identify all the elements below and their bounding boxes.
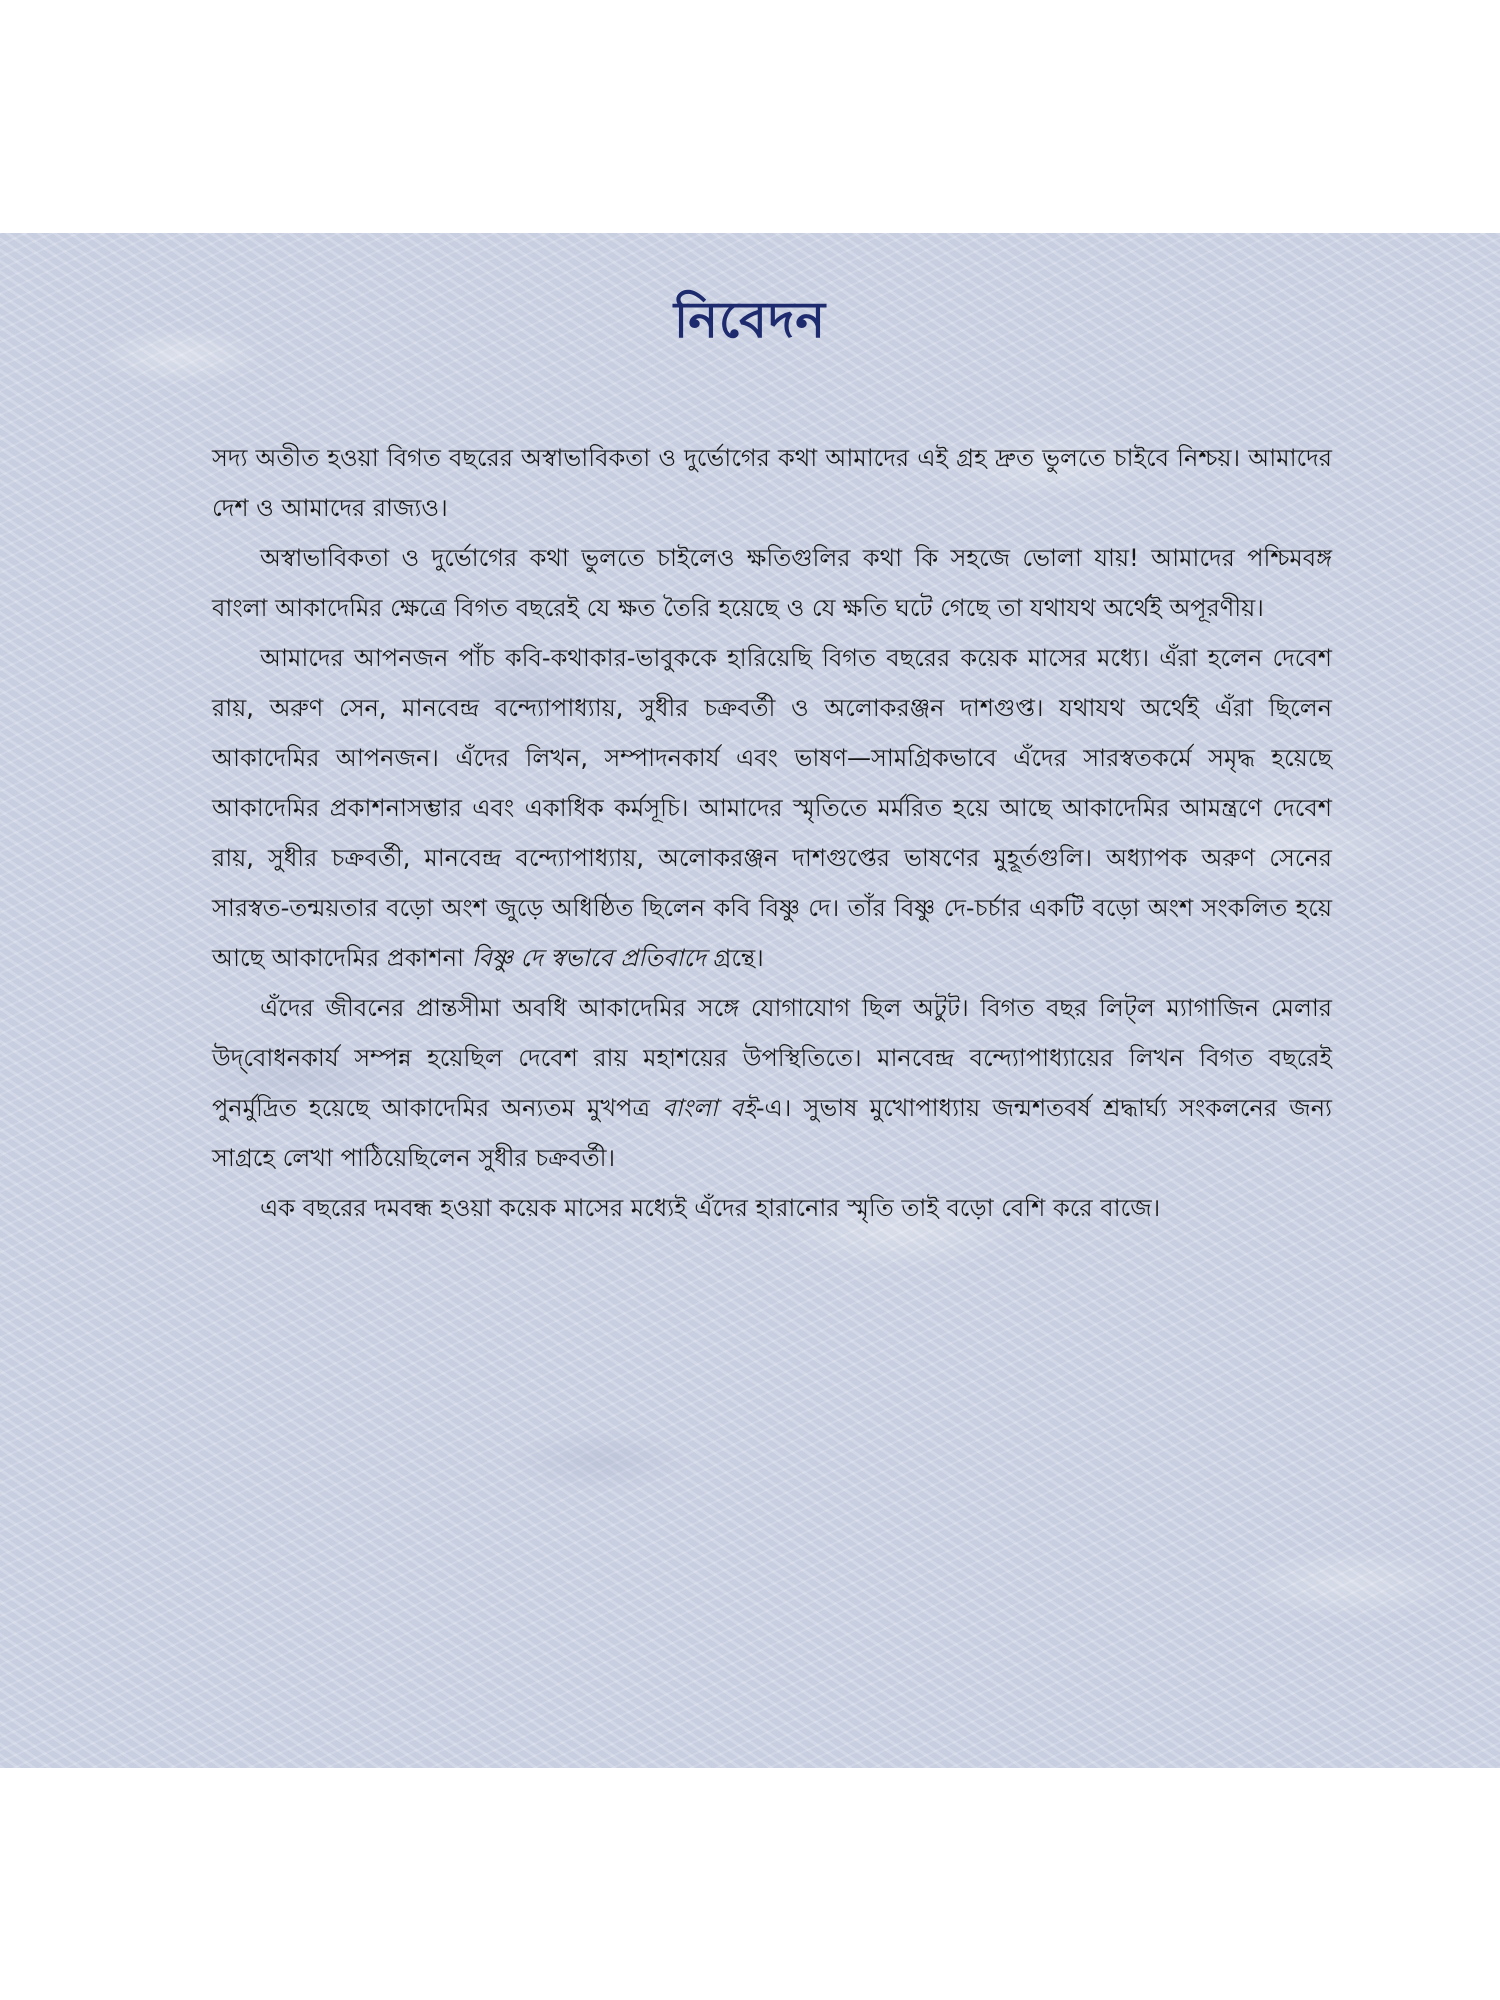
journal-title-italic: বাংলা বই [662, 1094, 756, 1122]
paragraph-1: সদ্য অতীত হওয়া বিগত বছরের অস্বাভাবিকতা ও দুর্ভোগের কথা আমাদের এই গ্রহ দ্রুত ভুলতে চাইবে নিশ্চয়। আমাদের দেশ ও আমাদের রাজ্যও। [212, 444, 1332, 522]
paper-background [0, 233, 1500, 1768]
page-title: নিবেদন [673, 291, 827, 349]
book-title-italic: বিষ্ণু দে স্বভাবে প্রতিবাদে [471, 944, 706, 972]
paragraph-2: অস্বাভাবিকতা ও দুর্ভোগের কথা ভুলতে চাইলেও ক্ষতিগুলির কথা কি সহজে ভোলা যায়! আমাদের পশ্চিমবঙ্গ বাংলা আকাদেমির ক্ষেত্রে বিগত বছরেই যে ক্ষত তৈরি হয়েছে ও যে ক্ষতি ঘটে গেছে তা যথাযথ অর্থেই অপূরণীয়। [212, 544, 1332, 622]
paragraph-4-text: এঁদের জীবনের প্রান্তসীমা অবধি আকাদেমির সঙ্গে যোগাযোগ ছিল অটুট। বিগত বছর লিট্‌ল ম্যাগাজিন মেলার উদ্‌বোধনকার্য সম্পন্ন হয়েছিল দেবেশ রায় মহাশয়ের উপস্থিতিতে। মানবেন্দ্র বন্দ্যোপাধ্যায়ের লিখন বিগত বছরেই পুনর্মুদ্রিত হয়েছে আকাদেমির অন্যতম মুখপত্র [212, 994, 1332, 1122]
paragraph-5: এক বছরের দমবন্ধ হওয়া কয়েক মাসের মধ্যেই এঁদের হারানোর স্মৃতি তাই বড়ো বেশি করে বাজে। [260, 1194, 1161, 1222]
paragraph-3-end: গ্রন্থে। [705, 944, 764, 972]
paragraph-3-text: আমাদের আপনজন পাঁচ কবি-কথাকার-ভাবুককে হারিয়েছি বিগত বছরের কয়েক মাসের মধ্যে। এঁরা হলেন দেবেশ রায়, অরুণ সেন, মানবেন্দ্র বন্দ্যোপাধ্যায়, সুধীর চক্রবর্তী ও অলোকরঞ্জন দাশগুপ্ত। যথাযথ অর্থেই এঁরা ছিলেন আকাদেমির আপনজন। এঁদের লিখন, সম্পাদনকার্য এবং ভাষণ—সামগ্রিকভাবে এঁদের সারস্বতকর্মে সমৃদ্ধ হয়েছে আকাদেমির প্রকাশনাসম্ভার এবং একাধিক কর্মসূচি। আমাদের স্মৃতিতে মর্মরিত হয়ে আছে আকাদেমির আমন্ত্রণে দেবেশ রায়, সুধীর চক্রবর্তী, মানবেন্দ্র বন্দ্যোপাধ্যায়, অলোকরঞ্জন দাশগুপ্তের ভাষণের মুহূর্তগুলি। অধ্যাপক অরুণ সেনের সারস্বত-তন্ময়তার বড়ো অংশ জুড়ে অধিষ্ঠিত ছিলেন কবি বিষ্ণু দে। তাঁর বিষ্ণু দে-চর্চার একটি বড়ো অংশ সংকলিত হয়ে আছে আকাদেমির প্রকাশনা [212, 644, 1332, 972]
paragraph-4 [212, 983, 1332, 1183]
preface-body [212, 433, 1332, 1233]
paragraph-3 [212, 633, 1332, 983]
paragraph-4-end: -এ। সুভাষ মুখোপাধ্যায় জন্মশতবর্ষ শ্রদ্ধার্ঘ্য সংকলনের জন্য সাগ্রহে লেখা পাঠিয়েছিলেন সুধীর চক্রবর্তী। [212, 1094, 1333, 1172]
